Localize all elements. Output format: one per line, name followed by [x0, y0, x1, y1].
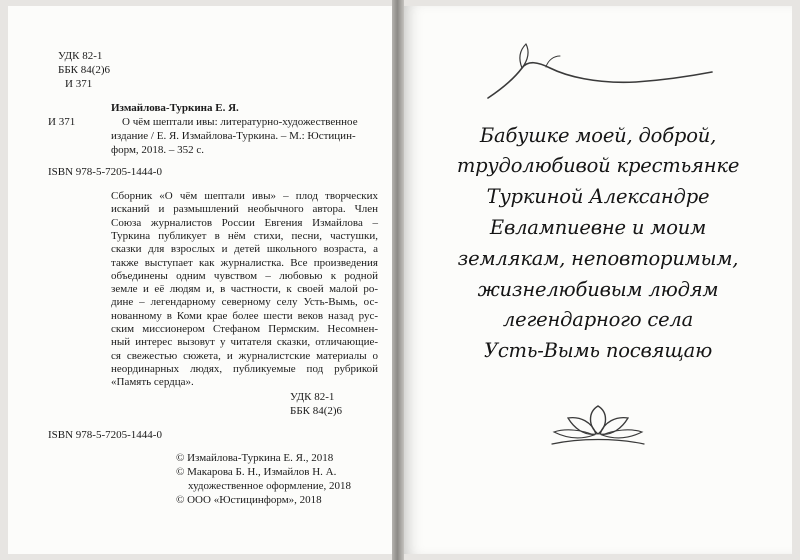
bbk-bottom: ББК 84(2)6	[290, 405, 343, 417]
annotation-line: неординарных людях, публикуемые под рубрикой	[111, 362, 378, 375]
udk-bottom: УДК 82-1	[290, 391, 335, 403]
annotation-line: объединены одним чувством – любовью к родной	[111, 269, 378, 282]
book-gutter	[392, 0, 404, 560]
dedication-page	[404, 6, 792, 554]
copyright-line: художественное оформление, 2018	[188, 480, 352, 492]
catalog-line: издание / Е. Я. Измайлова-Туркина. – М.: Юстицин-	[111, 130, 356, 142]
udk-code: УДК 82-1	[58, 50, 103, 62]
isbn-bottom: ISBN 978-5-7205-1444-0	[48, 429, 162, 441]
catalog-line: О чём шептали ивы: литературно-художественное	[122, 116, 358, 128]
dedication-line: Туркиной Александре	[486, 185, 710, 208]
dedication-line: легендарного села	[502, 308, 694, 331]
catalog-line: форм, 2018. – 352 с.	[111, 144, 205, 156]
annotation-line: Туркина публикует в нём стихи, песни, частушки,	[111, 229, 378, 242]
annotation-line: нованному в Коми крае более шести веков назад рус-	[111, 309, 378, 322]
dedication-line: землякам, неповторимым,	[457, 247, 739, 270]
dedication-line: жизнелюбивым людям	[477, 278, 719, 301]
dedication-line: Усть-Вымь посвящаю	[483, 339, 713, 362]
copyright-line: © ООО «Юстицинформ», 2018	[176, 494, 322, 506]
imprint-page	[8, 6, 392, 554]
annotation-line: дине – легендарному северному селу Усть-Вымь, ос-	[111, 296, 378, 309]
copyright-line: © Измайлова-Туркина Е. Я., 2018	[176, 452, 334, 464]
annotation-line: ный интерес вызовут у читателя сказки, отличающие-	[111, 336, 378, 349]
annotation-line: также выступает как журналистка. Все произведения	[111, 256, 378, 269]
isbn-top: ISBN 978-5-7205-1444-0	[48, 166, 162, 178]
bbk-code: ББК 84(2)6	[58, 64, 111, 76]
copyright-line: © Макарова Б. Н., Измайлов Н. А.	[176, 466, 337, 478]
annotation-line: ся свежестью сюжета, и журналистские материалы о	[111, 349, 378, 362]
annotation-line: ским миссионером Стефаном Пермским. Несомнен-	[111, 323, 378, 335]
dedication-line: Евлампиевне и моим	[489, 216, 707, 239]
author-mark: И 371	[65, 78, 93, 90]
annotation-line: исканий и размышлений необычного автора. Член	[111, 203, 378, 216]
dedication-line: трудолюбивой крестьянке	[456, 154, 740, 177]
dedication-line: Бабушке моей, доброй,	[479, 124, 717, 147]
annotation-line: Союза журналистов России Евгения Измайлова –	[111, 216, 378, 229]
annotation-line: сказки для взрослых и детей школьного возраста, а	[111, 243, 378, 256]
annotation-line: Сборник «О чём шептали ивы» – плод творческих	[111, 190, 378, 202]
annotation-line: «Память сердца».	[111, 376, 194, 389]
branch-ornament-icon	[486, 38, 716, 102]
lotus-ornament-icon	[550, 404, 646, 450]
author-heading: Измайлова-Туркина Е. Я.	[111, 102, 239, 114]
catalog-code: И 371	[48, 116, 76, 128]
annotation-line: земле и её людям и, в частности, к своей малой ро-	[111, 283, 378, 296]
